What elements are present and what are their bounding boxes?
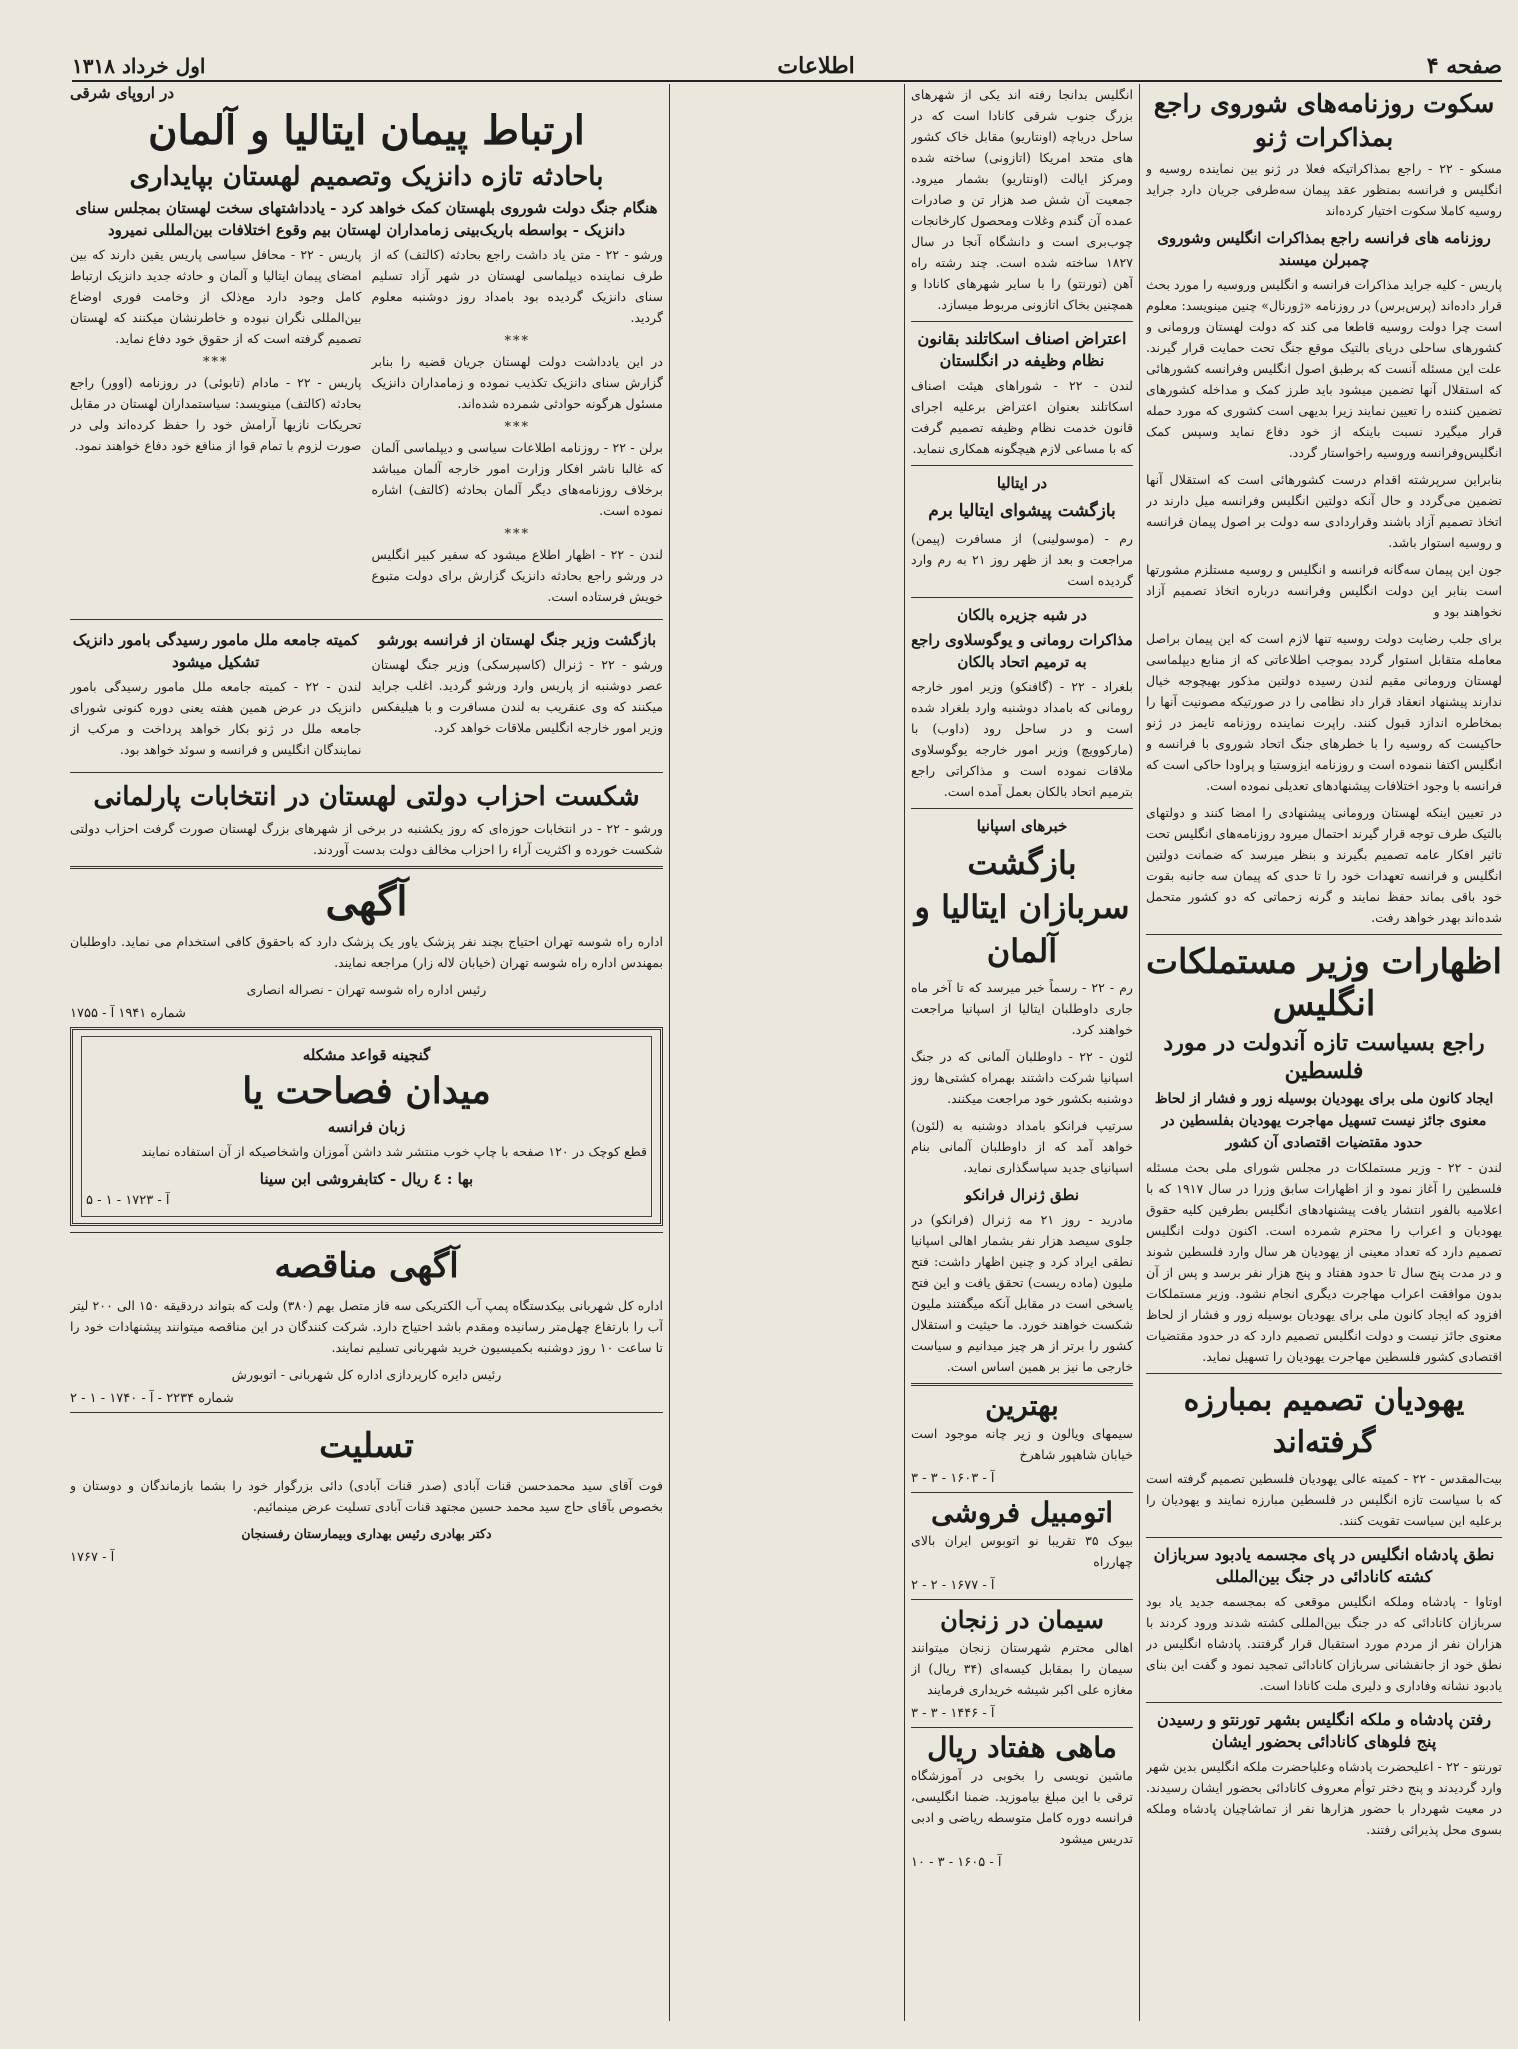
article-headline: بازگشت پیشوای ایتالیا برم	[928, 501, 1116, 521]
ad-text: اداره راه شوسه تهران احتیاج بچند نفر پزشک یاور یک پزشک دارد که باحقوق کافی استخدام می نماید. داوطلبان بمهندس اداره راه شوسه تهران (خیابان لاله زار) مراجعه نمایند.	[70, 934, 663, 970]
article-headline: شکست احزاب دولتی لهستان در انتخابات پارلمانی	[93, 782, 640, 812]
article-headline: سکوت روزنامه‌های شوروی راجع بمذاکرات ژنو	[1153, 89, 1495, 152]
article-headline: یهودیان تصمیم بمبارزه گرفته‌اند	[1183, 1383, 1465, 1460]
paper-name: اطلاعات	[777, 53, 855, 79]
section-rule	[911, 808, 1133, 809]
book-ad-box	[70, 1027, 663, 1226]
article-paragraph: پاریس - کلیه جراید مذاکرات فرانسه و انگلیس وروسیه را مورد بحث قرار داده‌اند (پرس‌برس) در روزنامه «ژورنال» چنین مینویسد: معلوم است چرا دولت روسیه قاطعا می کند که دولت لهستان ورومانی و کشورهای ساحلی دریای بالتیک موقع جنگ تحت حمایت قرار گیرند. علت این مسئله آنست که برطبق اصول انگلیس وفرانسه کشورهائی که استقلال آنها تضمین میشود باید طرز کمک و مداخله کشورهای تضمین کننده را تعیین نمایند زیرا بدیهی است کشوری که مورد حمله قرار میگیرد نسبت باینکه از خود دفاع نماید وسپس کمک انگلیس‌وفرانسه وروسیه راخواستار گردد.	[1146, 277, 1502, 460]
article-paragraph: ورشو - ۲۲ - در انتخابات حوزه‌ای که روز یکشنبه در برخی از شهرهای بزرگ لهستان صورت گرفت احزاب دولتی شکست خورده و اکثریت آراء را احزاب مخالف دولت بدست آوردند.	[70, 821, 663, 857]
ad-text: سیمهای ویالون و زیر چانه موجود است خیابان شاهپور شاهرخ	[911, 1426, 1133, 1462]
section-rule	[911, 1599, 1133, 1600]
article-headline: نطق ژنرال فرانکو	[964, 1186, 1080, 1204]
article-paragraph: برای جلب رضایت دولت روسیه تنها لازم است که این پیمان براصل معامله متقابل استوار گردد بموجب اطلاعاتی که از منابع دیپلماسی لهستان ورومانی مقیم لندن رسیده دولتین مذکور بهیچوجه خیال ندارند پیشنهاد انعقاد قرار داد نظامی را در صورتیکه مصونیت آنها را بمخاطره اندازد قبول کنند. راپرت نماینده روزنامه تایمز در ژنو حاکیست که روسیه را با خطرهای جنگ اتحاد شوروی با فرانسه و انگلیس اکتفا ننموده است و روزنامه ایزوستیا و پراودا حاکی است که فرانسه با وجود اختلافات پیشنهادهای تعدیلی نموده است.	[1146, 631, 1502, 793]
article-subheadline: باحادثه تازه دانزیک وتصمیم لهستان بپایداری	[129, 162, 604, 192]
section-rule	[911, 321, 1133, 322]
article-paragraph: لندن - ۲۲ - کمیته جامعه ملل مامور رسیدگی بامور دانزیک در عرض همین هفته یعنی دوره کنونی شورای جامعه ملل در ژنو بکار خواهد پرداخت و مرکب از نمایندگان انگلیس و فرانسه و سوئد خواهد بود.	[70, 679, 362, 757]
ad-text: اهالی محترم شهرستان زنجان میتوانند سیمان را بمقابل کیسه‌ای (۳۴ ریال) از مغازه علی اکبر شیشه خریداری فرمایند	[911, 1640, 1133, 1697]
subcolumn-left	[70, 244, 362, 613]
separator-stars: ***	[504, 420, 530, 435]
two-column-block	[70, 626, 663, 766]
article-paragraph: سرتیپ فرانکو بامداد دوشنبه به (لئون) خواهد آمد که از داوطلبان آلمانی بنام اسپانیای جدید سپاسگذاری نماید.	[911, 1118, 1133, 1175]
ad-text: بیوک ۳۵ تقریبا نو اتوبوس ایران بالای چهارراه	[911, 1533, 1133, 1569]
ad-title: ماهی هفتاد ریال	[927, 1731, 1117, 1764]
article-subheadline: روزنامه های فرانسه راجع بمذاکرات انگلیس وشوروی چمبرلن میسند	[1157, 229, 1491, 269]
section-rule	[70, 1232, 663, 1233]
ad-subtitle: زبان فرانسه	[327, 1118, 406, 1136]
article-paragraph: پاریس - ۲۲ - مادام (تابوئی) در روزنامه (اوور) راجع بحادثه (کالتف) مینویسد: سیاستمداران لهستان در مقابل تحریکات نازیها آرامش خود را حفظ کرده‌اند ولی در صورت لزوم با تمام قوا از منافع خود دفاع خواهند نمود.	[70, 375, 362, 453]
article-headline: نطق پادشاه انگلیس در پای مجسمه یادبود سربازان کشته کانادائی در جنگ بین‌المللی	[1153, 1545, 1495, 1586]
ad-title: بهترین	[985, 1389, 1059, 1422]
section-rule	[1146, 1702, 1502, 1703]
ad-title: میدان فصاحت یا	[242, 1070, 491, 1112]
article-headline: رفتن پادشاه و ملکه انگلیس بشهر تورنتو و رسیدن پنج فلوهای کانادائی بحضور ایشان	[1156, 1710, 1492, 1751]
article-paragraph: تورنتو - ۲۲ - اعلیحضرت پادشاه وعلیاحضرت ملکه انگلیس بدین شهر وارد گردیدند و پنج دختر توأم معروف کانادائی بحضور ایشان رسیدند. در معیت شهردار با حضور هزارها نفر از تماشاچیان پادشاه وملکه بسوی محل پذیرائی رفتند.	[1146, 1759, 1502, 1837]
article-paragraph: بلغراد - ۲۲ - (گافنکو) وزیر امور خارجه رومانی که بامداد دوشنبه وارد بلغراد شده است و در ساحل رود (داوب) با (مارکوویچ) وزیر امور خارجه یوگوسلاوی ملاقات نموده است و مذاکراتی راجع بترمیم اتحاد بالکان بعمل آمده است.	[911, 679, 1133, 799]
section-kicker: در اروپای شرقی	[70, 84, 175, 102]
article-paragraph: لندن - ۲۲ - وزیر مستملکات در مجلس شورای ملی بحث مسئله فلسطین را آغاز نمود و از اظهارات سابق وزرا در سال ۱۹۱۷ که با اعلامیه بالفور انتشار یافت پیشنهادهای انگلیس بطرفین کلیه حقوق یهودیان و اعراب را محترم شمرده است. اکنون دولت انگلیس تصمیم دارد که تعداد معینی از یهودیان هر سال وارد فلسطین شوند و در مدت پنج سال تا حدود هفتاد و پنج هزار نفر برسد و پس از آن بدون موافقت اعراب مهاجرت دیگری انجام نشود. وزیر مستملکات افزود که ایجاد کانون ملی برای یهودیان بوسیله زور و فشار از لحاظ معنوی جائز نیست و دولت انگلیس تصمیم دارد که در حدود مقتضیات اقتصادی کشور فلسطین مهاجرت یهودیان را تسهیل نماید.	[1146, 1160, 1502, 1364]
ad-text: فوت آقای سید محمدحسن قنات آبادی (صدر قنات آبادی) دائی بزرگوار خود را بشما بازماندگان و دوستان و بخصوص بآقای حاج سید محمد حسین مجتهد قنات آبادی تسلیت عرض مینمائیم.	[70, 1478, 663, 1514]
article-paragraph: پاریس - ۲۲ - محافل سیاسی پاریس یقین دارند که بین امضای پیمان ایتالیا و آلمان و حادثه جدید دانزیک ارتباط کامل وجود دارد مع‌ذلک از وخامت فوری اوضاع بین‌المللی نگران نبوده و خاطرنشان میکنند که لهستان تصمیم گرفته است که از حقوق خود دفاع نماید.	[70, 247, 362, 346]
column-2	[911, 84, 1133, 2021]
masthead	[72, 52, 1502, 82]
article-headline: بازگشت وزیر جنگ لهستان از فرانسه بورشو	[378, 631, 657, 649]
ad-code: آ - ۱۶۰۳ - ۳ - ۳	[911, 1471, 995, 1486]
ad-title: آگهی	[325, 878, 408, 925]
article-paragraph: ورشو - ۲۲ - متن یاد داشت راجع بحادثه (کالتف) که از طرف نماینده دیپلماسی لهستان در شهر آزاد تسلیم سنای دانزیک گردیده بود بامداد روز دوشنبه معلوم گردید.	[371, 247, 663, 325]
article-paragraph: لندن - ۲۲ - شوراهای هیئت اصناف اسکاتلند بعنوان اعتراض برعلیه اجرای قانون خدمت نظام وظیفه تصمیم گرفت که با مساعی لازم هیچگونه همکاری ننماید.	[911, 378, 1133, 456]
column-divider	[669, 84, 670, 2021]
article-paragraph: رم - (موسولینی) از مسافرت (پیمن) مراجعت و بعد از ظهر روز ۲۱ به رم وارد گردیده است	[911, 531, 1133, 588]
article-paragraph: مسکو - ۲۲ - راجع بمذاکراتیکه فعلا در ژنو بین نماینده روسیه و انگلیس و فرانسه بمنظور عقد پیمان سه‌طرفی جریان دارد جراید روسیه کاملا سکوت اختیار کرده‌اند	[1146, 161, 1502, 218]
ad-price: بها : ٤ ریال - کتابفروشی ابن سینا	[259, 1170, 474, 1188]
section-kicker: خبرهای اسپانیا	[976, 817, 1068, 835]
article-headline: اظهارات وزیر مستملکات انگلیس	[1146, 942, 1502, 1024]
ad-code: آ - ۱۴۴۶ - ۳ - ۳	[911, 1706, 995, 1721]
ad-title: اتومبیل فروشی	[930, 1496, 1114, 1529]
article-paragraph: بیت‌المقدس - ۲۲ - کمیته عالی یهودیان فلسطین تصمیم گرفته است که با سیاست تازه انگلیس در فلسطین مبارزه نمایند و یهودیان را برعلیه این سیاست تقویت کنند.	[1146, 1471, 1502, 1528]
article-paragraph: برلن - ۲۲ - روزنامه اطلاعات سیاسی و دیپلماسی آلمان که غالبا ناشر افکار وزارت امور خارجه آلمان میباشد برخلاف روزنامه‌های دیگر آلمان بحادثه (کالتف) اشاره نموده است.	[371, 440, 663, 518]
article-paragraph: بنابراین سرپرشته اقدام درست کشورهائی است که استقلال آنها تضمین می‌گردد و حال آنکه دولتین انگلیس وفرانسه میل دارند در اتخاذ تصمیم آزاد باشند وقراردادی سه دولت بر اصول پیمان فرانسه و روسیه استوار باشد.	[1146, 472, 1502, 550]
section-rule	[911, 597, 1133, 598]
article-paragraph: ورشو - ۲۲ - ژنرال (کاسپرسکی) وزیر جنگ لهستان عصر دوشنبه از پاریس وارد ورشو گردید. اغلب جراید میکنند که وی عنقریب به لندن مسافرت و با هیلیفکس وزیر امور خارجه انگلیس ملاقات خواهد کرد.	[371, 657, 663, 735]
ad-text: اداره کل شهربانی بیکدستگاه پمپ آب الکتریکی سه فاز متصل بهم (۳۸۰) ولت که بتواند دردقیقه ۱۵۰ الی ۲۰۰ لیتر آب را بارتفاع چهل‌متر رسانیده ومقدم باشد احتیاج دارد. شرکت کنندگان در این مناقصه میتوانند پیشنهادات خود را تا ساعت ۱۰ روز دوشنبه بکمیسیون خرید شهربانی تسلیم نمایند.	[70, 1298, 663, 1355]
book-ad-inner	[81, 1036, 652, 1217]
ad-text: ماشین نویسی را بخوبی در آموزشگاه ترقی با این مبلغ بیاموزید. ضمنا انگلیسی، فرانسه دوره کامل متوسطه ریاضی و ادبی تدریس میشود	[911, 1768, 1133, 1846]
column-divider	[904, 84, 905, 2021]
ad-signature: رئیس اداره راه شوسه تهران - نصراله انصاری	[246, 982, 487, 997]
section-rule	[911, 1727, 1133, 1728]
article-paragraph: رم - ۲۲ - رسماً خبر میرسد که تا آخر ماه جاری داوطلبان ایتالیا از اسپانیا مراجعت خواهند کرد.	[911, 980, 1133, 1037]
article-subheadline: راجع بسیاست تازه آندولت در مورد فلسطین	[1163, 1030, 1485, 1084]
section-rule	[1146, 1373, 1502, 1374]
issue-date: اول خرداد ۱۳۱۸	[72, 54, 206, 78]
column-1	[1146, 84, 1502, 2021]
article-paragraph: جون این پیمان سه‌گانه فرانسه و انگلیس و روسیه مستلزم مشورتها است بنابر این دولت انگلیس وفرانسه درباره اتخاذ تصمیم آزاد نخواهند بود و	[1146, 562, 1502, 619]
ad-code: آ - ۱۶۷۷ - ۲ - ۲	[911, 1578, 995, 1593]
section-rule	[70, 866, 663, 869]
section-rule	[911, 465, 1133, 466]
article-paragraph: انگلیس بدانجا رفته اند یکی از شهرهای بزرگ جنوب شرقی کانادا است که در ساحل دریاچه (اونتاریو) مقابل خاک کشور های متحد امریکا (اتازونی) ساخته شده ومرکز ایالت (اونتاریو) بشمار میرود. جمعیت آن شش صد هزار تن و صادرات عمده آن گندم وغلات ومحصول کارخانجات چوب‌بری است و دانشگاه آنجا در سال ۱۸۲۷ ساخته شده است. چند رشته راه آهن (تورنتو) را با سایر شهرهای کانادا و همچنین بخاک اتازونی مربوط میسازد.	[911, 87, 1133, 312]
separator-stars: ***	[504, 334, 530, 349]
article-subheadline: ایجاد کانون ملی برای یهودیان بوسیله زور و فشار از لحاظ معنوی جائز نیست تسهیل مهاجرت یهودیان بفلسطین در حدود مقتضیات اقتصادی آن کشور	[1154, 1091, 1494, 1151]
subcolumn-right	[372, 626, 664, 766]
article-paragraph: در تعیین اینکه لهستان ورومانی پیشنهادی را امضا کنند و دولتهای بالتیک طرف توجه قرار گیرند احتمال میرود روزنامه‌های انگلیس تحت تاثیر افکار عامه تصمیم بگیرند و بنظر میرسد که ضمانت دولتین انگلیس و فرانسه تعهدات خود را تا حدی که پیمان سه جانبه بقوت خود باقی بماند حفظ نمایند و گرنه زحماتی که دو کشور متحمل شده‌اند بهدر خواهد رفت.	[1146, 805, 1502, 925]
article-paragraph: لندن - ۲۲ - اظهار اطلاع میشود که سفیر کبیر انگلیس در ورشو راجع بحادثه دانزیک گزارش برای دولت متبوع خویش فرستاده است.	[371, 547, 663, 604]
subcolumn-right	[372, 244, 664, 613]
article-headline: مذاکرات رومانی و یوگوسلاوی راجع به ترمیم اتحاد بالکان	[911, 631, 1133, 671]
section-kicker: در ایتالیا	[996, 474, 1048, 492]
ad-code: آ - ۱۶۰۵ - ۳ - ۱۰	[911, 1855, 1002, 1870]
section-rule	[70, 1412, 663, 1413]
ad-text: قطع کوچک در ۱۲۰ صفحه با چاپ خوب منتشر شد داشن آموزان واشخاصیکه از آن استفاده نمایند	[141, 1144, 647, 1159]
section-kicker: در شبه جزیره بالکان	[957, 606, 1087, 624]
article-subheadline: هنگام جنگ دولت شوروی بلهستان کمک خواهد کرد - یادداشتهای سخت لهستان بمجلس سنای دانزیک - بواسطه باریک‌بینی زمامداران لهستان بیم وقوع اختلافات بین‌المللی نمیرود	[75, 199, 658, 239]
page-number: صفحه ۴	[1426, 53, 1502, 79]
article-paragraph: مادرید - روز ۲۱ مه ژنرال (فرانکو) در جلوی سیصد هزار نفر بشمار اهالی اسپانیا نطقی ایراد کرد و چنین اظهار داشت: فتح ملیون (ماده ریست) تحقق یافت و این فتح یاسخی است در مقابل آنکه میگفتند ملیون شکست خواهند خورد. ما حیثیت و استقلال کشور را برتر از هر چیز میدانیم و سیاست خارجی ما نیز بر همین اساس است.	[911, 1212, 1133, 1374]
column-3	[70, 84, 663, 2021]
ad-kicker: گنجینه قواعد مشکله	[302, 1046, 431, 1064]
ad-title: سیمان در زنجان	[940, 1605, 1104, 1634]
ad-signature: رئیس دایره کارپردازی اداره کل شهربانی - اتوبورش	[231, 1367, 502, 1382]
ad-code: آ - ۱۷۶۷	[70, 1550, 115, 1565]
ad-code: آ - ۱۷۲۳ - ۱ - ۵	[86, 1193, 170, 1208]
section-rule	[1146, 934, 1502, 935]
ad-code: شماره ۲۲۳۴ - آ - ۱۷۴۰ - ۱ - ۲	[70, 1391, 234, 1406]
subcolumn-left	[70, 626, 362, 766]
section-rule	[70, 619, 663, 620]
separator-stars: ***	[203, 355, 229, 370]
article-paragraph: اوتاوا - پادشاه وملکه انگلیس موقعی که بمجسمه جدید یاد بود سربازان کانادائی که در جنگ بین‌المللی کشته شدند ورود کردند با هزاران نفر از مردم مورد استقبال قرار گرفتند. پادشاه انگلیس در نطق خود از جانفشانی سربازان کانادائی تمجید نمود و گفت این بنای یادبود نشانه وفاداری و دلیری ملت کانادا است.	[1146, 1594, 1502, 1693]
article-headline: اعتراض اصناف اسکاتلند بقانون نظام وظیفه در انگلستان	[917, 329, 1127, 370]
article-paragraph: در این یادداشت دولت لهستان جریان قضیه را بنابر گزارش سنای دانزیک تکذیب نموده و زمامداران دانزیک مسئول هرگونه حوادثی شمرده شده‌اند.	[371, 354, 663, 411]
column-divider	[1139, 84, 1140, 2021]
section-rule	[911, 1492, 1133, 1493]
section-rule	[1146, 1537, 1502, 1538]
article-headline: بازگشت سربازان ایتالیا و آلمان	[914, 844, 1130, 970]
two-column-block	[70, 244, 663, 613]
article-paragraph: لئون - ۲۲ - داوطلبان آلمانی که در جنگ اسپانیا شرکت داشتند بهمراه کشتی‌ها روز دوشنبه بکشور خود مراجعت میکنند.	[911, 1049, 1133, 1106]
ad-title: آگهی مناقصه	[274, 1246, 459, 1286]
section-rule	[911, 1383, 1133, 1386]
section-rule	[70, 772, 663, 773]
ad-code: شماره ۱۹۴۱ آ - ۱۷۵۵	[70, 1006, 186, 1021]
separator-stars: ***	[504, 527, 530, 542]
article-headline: کمیته جامعه ملل مامور رسیدگی بامور دانزیک تشکیل میشود	[72, 631, 359, 671]
article-headline: ارتباط پیمان ایتالیا و آلمان	[148, 107, 585, 154]
ad-title: تسلیت	[319, 1426, 414, 1466]
ad-signature: دکتر بهادری رئیس بهداری وبیمارستان رفسنجان	[241, 1526, 492, 1541]
